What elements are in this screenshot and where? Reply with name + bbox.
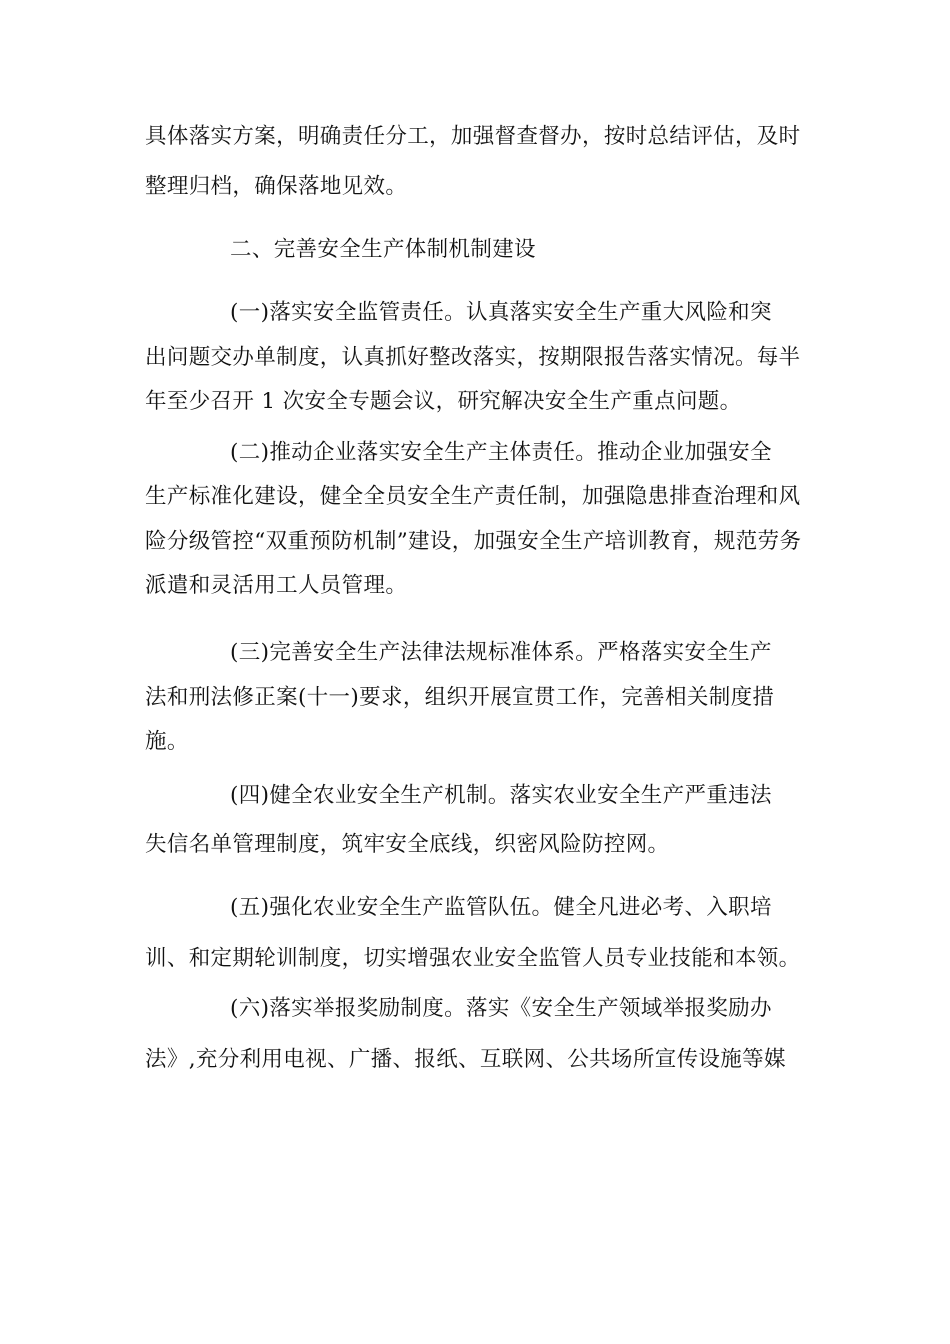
paragraph-2-line-2: 生产标准化建设，健全全员安全生产责任制，加强隐患排查治理和风 — [145, 484, 801, 509]
paragraph-1-line-3: 年至少召开 1 次安全专题会议，研究解决安全生产重点问题。 — [145, 389, 742, 414]
paragraph-2-line-3: 险分级管控“双重预防机制”建设，加强安全生产培训教育，规范劳务 — [145, 529, 802, 554]
paragraph-6-line-1: (六)落实举报奖励制度。落实《安全生产领域举报奖励办 — [230, 996, 772, 1021]
paragraph-2-line-1: (二)推动企业落实安全生产主体责任。推动企业加强安全 — [230, 440, 772, 465]
intro-line-2: 整理归档，确保落地见效。 — [145, 174, 408, 199]
paragraph-1-line-1: (一)落实安全监管责任。认真落实安全生产重大风险和突 — [230, 300, 772, 325]
section-heading: 二、完善安全生产体制机制建设 — [230, 237, 536, 262]
paragraph-3-line-3: 施。 — [145, 729, 189, 754]
paragraph-1-line-2: 出问题交办单制度，认真抓好整改落实，按期限报告落实情况。每半 — [145, 345, 801, 370]
paragraph-3-line-2: 法和刑法修正案(十一)要求，组织开展宣贯工作，完善相关制度措 — [145, 685, 775, 710]
paragraph-5-line-2: 训、和定期轮训制度，切实增强农业安全监管人员专业技能和本领。 — [145, 946, 801, 971]
paragraph-6-line-2: 法》,充分利用电视、广播、报纸、互联网、公共场所宣传设施等媒 — [145, 1047, 786, 1072]
paragraph-5-line-1: (五)强化农业安全生产监管队伍。健全凡进必考、入职培 — [230, 895, 772, 920]
paragraph-4-line-2: 失信名单管理制度，筑牢安全底线，织密风险防控网。 — [145, 832, 670, 857]
paragraph-3-line-1: (三)完善安全生产法律法规标准体系。严格落实安全生产 — [230, 640, 772, 665]
intro-line-1: 具体落实方案，明确责任分工，加强督查督办，按时总结评估，及时 — [145, 124, 801, 149]
paragraph-4-line-1: (四)健全农业安全生产机制。落实农业安全生产严重违法 — [230, 783, 772, 808]
paragraph-2-line-4: 派遣和灵活用工人员管理。 — [145, 573, 408, 598]
